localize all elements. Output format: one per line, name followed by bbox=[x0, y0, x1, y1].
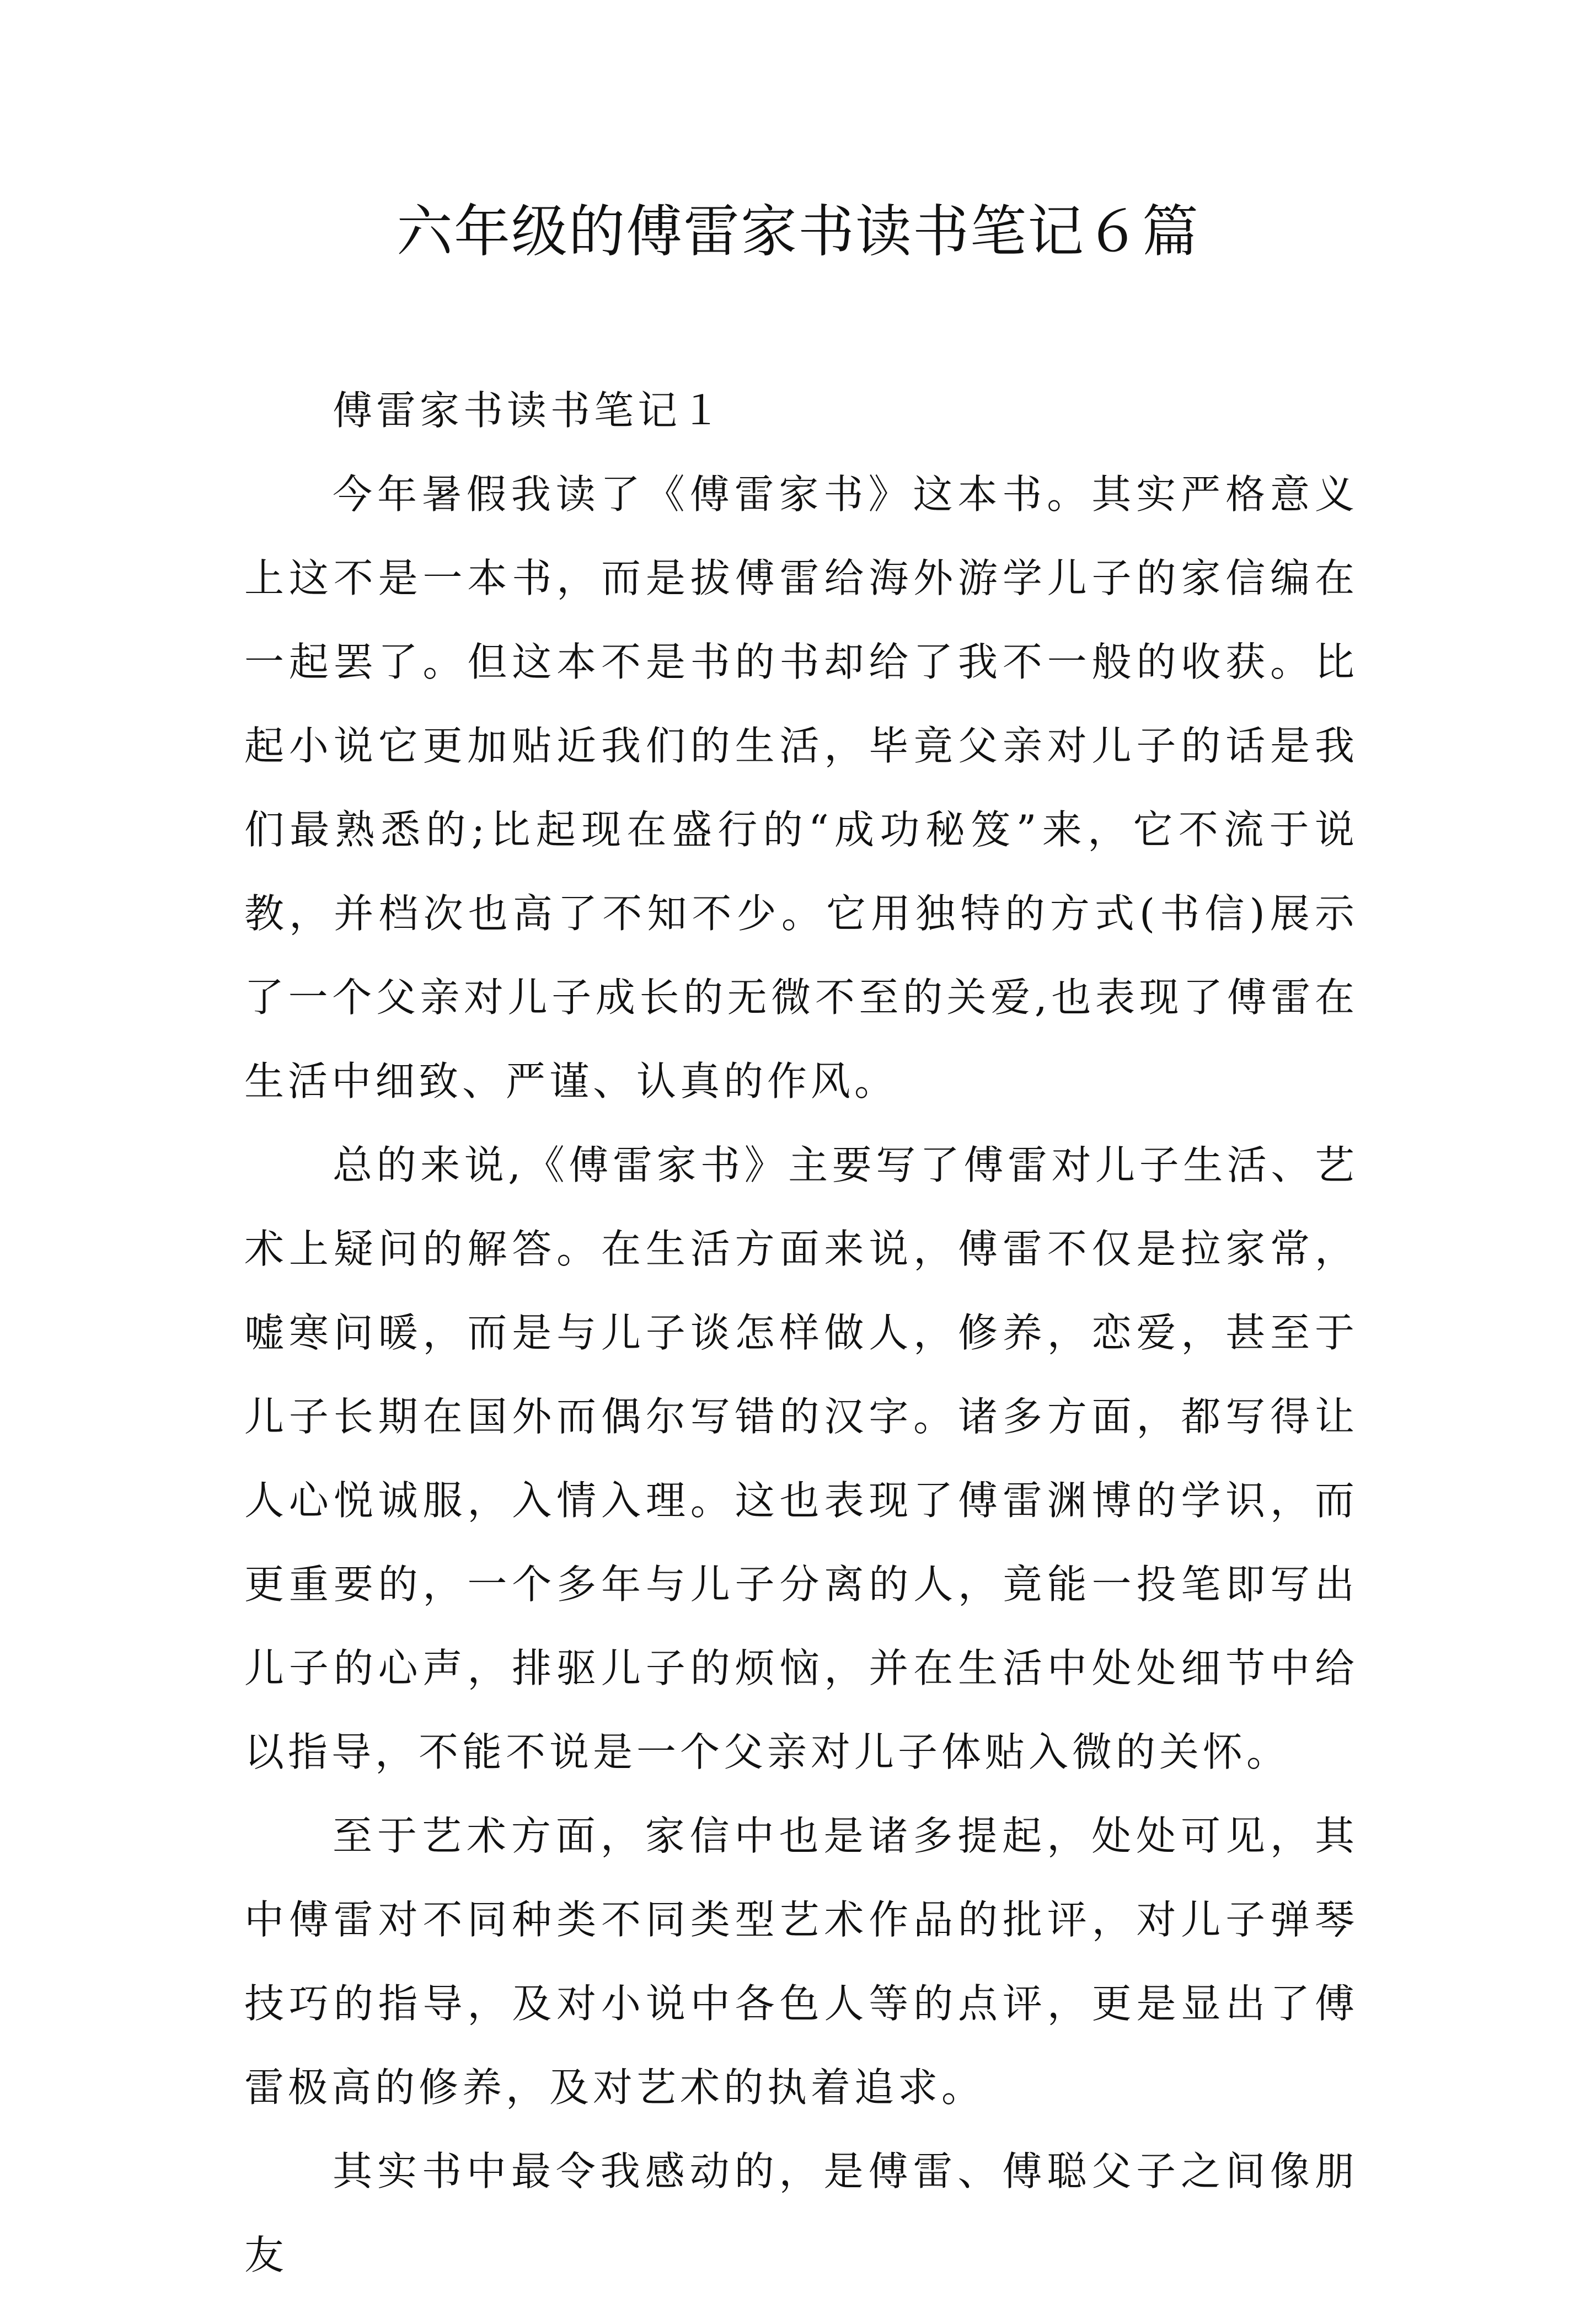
document-body bbox=[244, 368, 1358, 2297]
paragraph: 今年暑假我读了《傅雷家书》这本书。其实严格意义上这不是一本书，而是拔傅雷给海外游学儿子的家信编在一起罢了。但这本不是书的书却给了我不一般的收获。比起小说它更加贴近我们的生活，毕竟父亲对儿子的话是我们最熟悉的;比起现在盛行的“成功秘笈”来，它不流于说教，并档次也高了不知不少。它用独特的方式(书信)展示了一个父亲对儿子成长的无微不至的关爱,也表现了傅雷在生活中细致、严谨、认真的作风。 bbox=[244, 471, 1358, 1104]
paragraph: 至于艺术方面，家信中也是诸多提起，处处可见，其中傅雷对不同种类不同类型艺术作品的批评，对儿子弹琴技巧的指导，及对小说中各色人等的点评，更是显出了傅雷极高的修养，及对艺术的执着追求。 bbox=[244, 1813, 1358, 2111]
paragraph: 其实书中最令我感动的，是傅雷、傅聪父子之间像朋友 bbox=[244, 2148, 1358, 2278]
paragraph: 总的来说,《傅雷家书》主要写了傅雷对儿子生活、艺术上疑问的解答。在生活方面来说，傅雷不仅是拉家常，嘘寒问暖，而是与儿子谈怎样做人，修养，恋爱，甚至于儿子长期在国外而偶尔写错的汉字。诸多方面，都写得让人心悦诚服，入情入理。这也表现了傅雷渊博的学识，而更重要的，一个多年与儿子分离的人，竟能一投笔即写出儿子的心声，排驱儿子的烦恼，并在生活中处处细节中给以指导，不能不说是一个父亲对儿子体贴入微的关怀。 bbox=[244, 1142, 1358, 1775]
section-title: 傅雷家书读书笔记１ bbox=[333, 387, 725, 434]
document-title: 六年级的傅雷家书读书笔记６篇 bbox=[397, 199, 1199, 265]
